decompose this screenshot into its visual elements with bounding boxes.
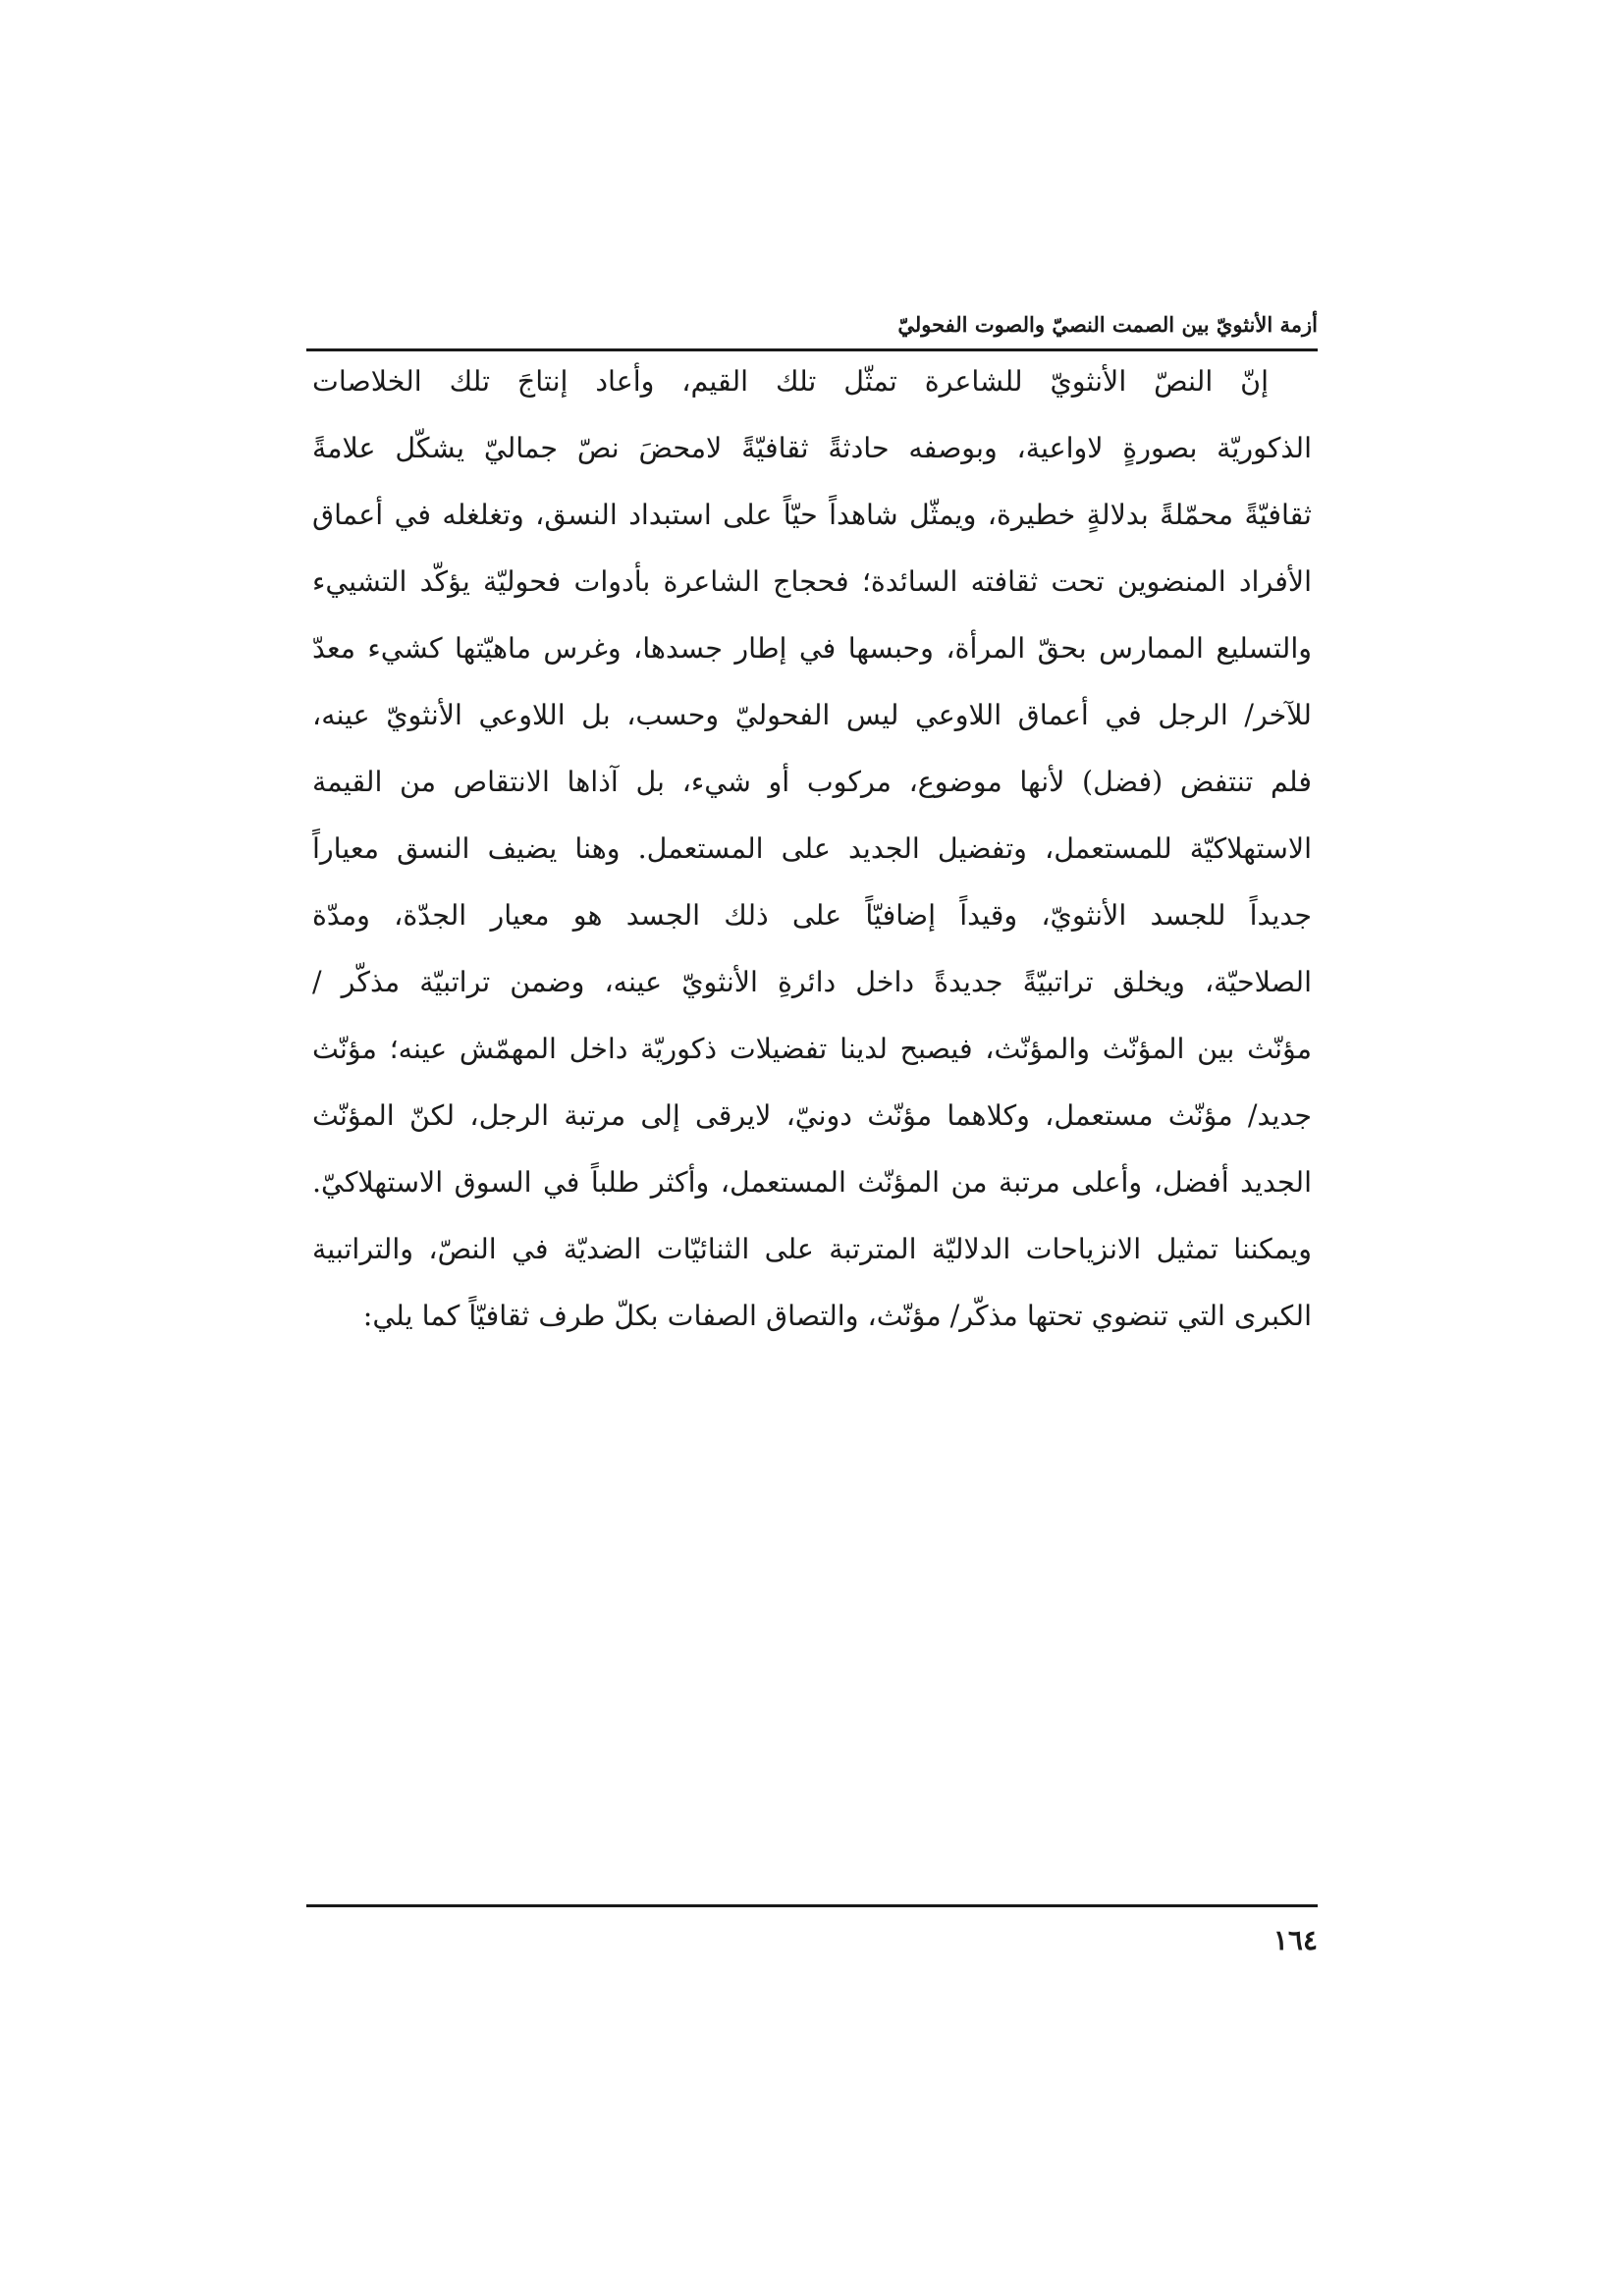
text-line: الذكوريّة بصورةٍ لاواعية، وبوصفه حادثةً ثقافيّةً لامحضَ نصّ جماليّ يشكّل علامةً [312,432,1312,464]
text-line: الجديد أفضل، وأعلى مرتبة من المؤنّث المستعمل، وأكثر طلباً في السوق الاستهلاكيّ. [312,1166,1312,1199]
text-line: مؤنّث بين المؤنّث والمؤنّث، فيصبح لدينا تفضيلات ذكوريّة داخل المهمّش عينه؛ مؤنّث [312,1033,1312,1065]
text-line: الصلاحيّة، ويخلق تراتبيّةً جديدةً داخل دائرةِ الأنثويّ عينه، وضمن تراتبيّة مذكّر / [312,966,1312,998]
page-number: ١٦٤ [1272,1924,1318,1956]
text-line: إنّ النصّ الأنثويّ للشاعرة تمثّل تلك القيم، وأعاد إنتاجَ تلك الخلاصات [312,365,1269,398]
text-line: فلم تنتفض (فضل) لأنها موضوع، مركوب أو شيء، بل آذاها الانتقاص من القيمة [312,766,1312,798]
text-line: والتسليع الممارس بحقّ المرأة، وحبسها في إطار جسدها، وغرس ماهيّتها كشيء معدّ [312,632,1312,665]
text-line: ثقافيّةً محمّلةً بدلالةٍ خطيرة، ويمثّل شاهداً حيّاً على استبداد النسق، وتغلغله في أعماق [312,499,1312,531]
text-line: الأفراد المنضوين تحت ثقافته السائدة؛ فحجاج الشاعرة بأدوات فحوليّة يؤكّد التشييء [312,565,1312,598]
text-line: الكبرى التي تنضوي تحتها مذكّر/ مؤنّث، والتصاق الصفات بكلّ طرف ثقافيّاً كما يلي: [362,1300,1312,1332]
text-line: ويمكننا تمثيل الانزياحات الدلاليّة المترتبة على الثنائيّات الضديّة في النصّ، والتراتبية [312,1233,1312,1265]
running-header-title: أزمة الأنثويّ بين الصمت النصيّ والصوت الفحوليّ [897,312,1318,337]
text-line: جديد/ مؤنّث مستعمل، وكلاهما مؤنّث دونيّ، لايرقى إلى مرتبة الرجل، لكنّ المؤنّث [312,1099,1312,1132]
text-line: للآخر/ الرجل في أعماق اللاوعي ليس الفحوليّ وحسب، بل اللاوعي الأنثويّ عينه، [312,699,1312,731]
text-line: جديداً للجسد الأنثويّ، وقيداً إضافيّاً على ذلك الجسد هو معيار الجدّة، ومدّة [312,899,1312,932]
footer-divider [306,1904,1318,1907]
text-line: الاستهلاكيّة للمستعمل، وتفضيل الجديد على المستعمل. وهنا يضيف النسق معياراً [312,832,1312,865]
body-text [312,348,1312,1350]
